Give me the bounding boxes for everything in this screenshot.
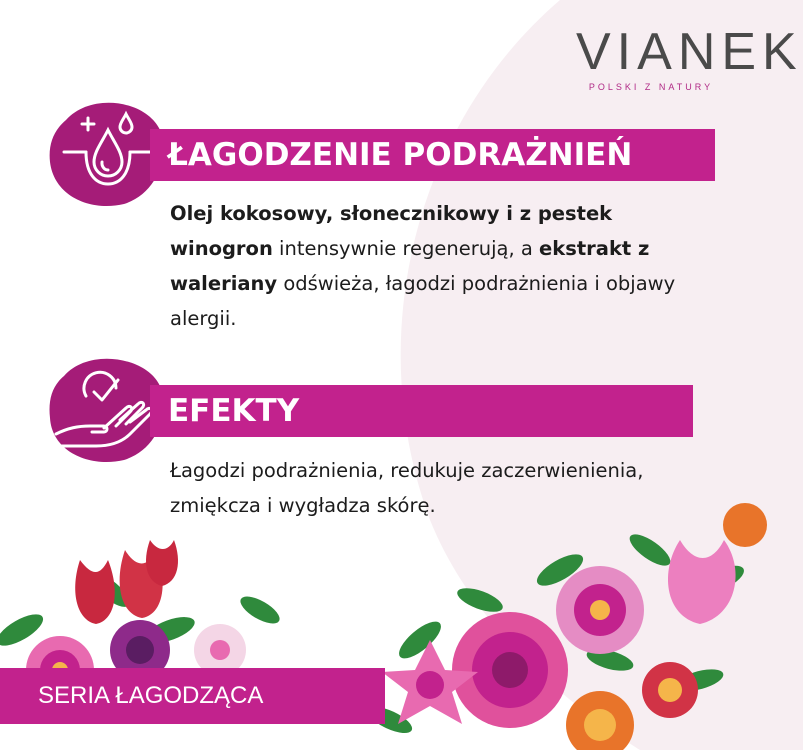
red-tulip-flowers [75, 540, 178, 624]
orange-flower [566, 691, 634, 750]
magenta-flower-center [452, 612, 568, 728]
brand-name: VIANEK [576, 23, 803, 81]
brand-logo [576, 23, 803, 92]
section1-body-part3: intensywnie regenerują, a [272, 237, 540, 260]
section1-body-part5: odświeża, łagodzi podrażnienia i objawy alergii. [170, 272, 676, 330]
series-label: SERIA ŁAGODZĄCA [0, 668, 385, 724]
section1-body [170, 196, 710, 336]
section1-body-part4: ekstrakt z waleriany [170, 237, 650, 295]
section2-body: Łagodzi podrażnienia, redukuje zaczerwienienia, zmiękcza i wygładza skórę. [170, 459, 644, 517]
brand-tagline: POLSKI Z NATURY [588, 82, 714, 92]
section1-body-part1: Olej kokosowy, słonecznikowy i z pestek [170, 202, 613, 225]
lilac-flower-right [556, 566, 644, 654]
section2-title: EFEKTY [150, 385, 693, 437]
red-flower-right [642, 662, 698, 718]
pink-tulip-right [668, 540, 736, 624]
section1-body-part2: winogron [170, 237, 273, 260]
section1-title: ŁAGODZENIE PODRAŻNIEŃ [150, 129, 715, 181]
orange-flower-edge [723, 503, 767, 547]
